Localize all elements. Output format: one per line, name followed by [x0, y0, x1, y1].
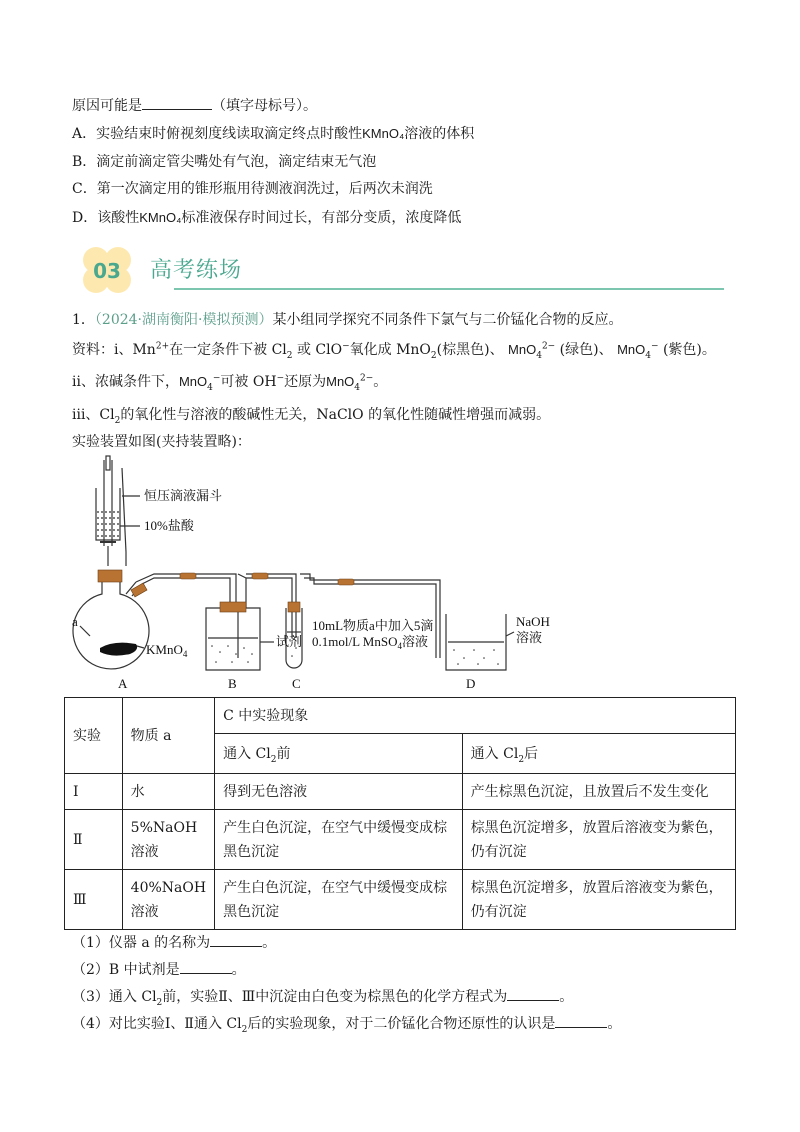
reagent-c-label-1: 10mL物质a中加入5滴 [312, 618, 434, 633]
section-banner [74, 246, 724, 294]
question-number: 1． [72, 312, 95, 328]
info-text: ⅱ、浓碱条件下， [72, 374, 179, 390]
row-substance: 40%NaOH 溶液 [122, 870, 214, 930]
header-experiment: 实验 [65, 698, 123, 774]
question-text: 某小组同学探究不同条件下氯气与二价锰化合物的反应。 [272, 312, 623, 328]
row-before: 得到无色溶液 [215, 774, 463, 810]
option-b [72, 152, 376, 172]
info-text: 可被 OH [220, 374, 277, 390]
header-text: 后 [524, 745, 539, 762]
row-after: 产生棕黑色沉淀，且放置后不发生变化 [462, 774, 735, 810]
row-id: Ⅱ [65, 810, 123, 870]
question-source: （2024·湖南衡阳·模拟预测） [94, 312, 273, 328]
subq-3: （3）通入 $Cl_2$前，实验Ⅱ、Ⅲ中沉淀由白色变为棕黑色的化学方程式为 。 [72, 989, 574, 1008]
option-a [72, 124, 474, 144]
info-line-1: 资料：ⅰ、$Mn^{2+}$在一定条件下被 $Cl_2$ 或 ClO−氧化成 MnO$_2$(棕黑色)、 MnO$_4^{2-}$ (绿色)、 MnO$_4$− (紫色)。 [72, 341, 716, 361]
funnel-label: 恒压滴液漏斗 [144, 488, 223, 503]
section-rule [174, 288, 724, 290]
answer-blank [210, 946, 262, 947]
chem-formula: MnO [178, 374, 208, 389]
header-substance: 物质 a [122, 698, 214, 774]
answer-blank [507, 1000, 559, 1001]
info-text: 氧化成 MnO [349, 342, 431, 358]
row-before: 产生白色沉淀，在空气中缓慢变成棕黑色沉淀 [215, 810, 463, 870]
label-a: A [118, 676, 128, 691]
option-text: 该酸性 [97, 210, 140, 226]
info-text: ⅲ、Cl [72, 407, 115, 423]
acid-label: 10%盐酸 [144, 518, 194, 533]
subq-text: （4）对比实验Ⅰ、Ⅱ通入 Cl [72, 1016, 242, 1032]
option-text: 实验结束时俯视刻度线读取滴定终点时酸性 [96, 126, 363, 142]
chem-formula: MnO [326, 374, 355, 389]
info-line-2: ⅱ、浓碱条件下，MnO$_4$−可被 OH−还原为MnO$_4^{2-}$。 [72, 373, 388, 393]
subq-2 [72, 960, 246, 980]
chem-formula: MnO [508, 342, 537, 357]
option-letter: C． [72, 181, 97, 197]
info-line-4: 实验装置如图(夹持装置略)： [72, 434, 251, 450]
answer-blank [180, 973, 232, 974]
chem-formula: MnO [617, 342, 646, 357]
table-row [65, 774, 736, 810]
header-after: 通入 $Cl_2$后 [462, 734, 735, 774]
row-after: 棕黑色沉淀增多，放置后溶液变为紫色，仍有沉淀 [462, 810, 735, 870]
answer-blank [142, 109, 212, 110]
subq-text: 。 [262, 935, 277, 951]
subq-text: 。 [231, 962, 246, 978]
svg-text:03: 03 [93, 259, 121, 283]
label-d: D [466, 676, 476, 691]
option-text: 第一次滴定用的锥形瓶用待测液润洗过，后两次未润洗 [96, 181, 433, 197]
reagent-c-label-2: 0.1mol/L MnSO$_4$溶液 [312, 634, 428, 651]
reagent-b-label: 试剂 [276, 634, 303, 649]
header-text: 通入 Cl [223, 745, 271, 762]
subq-text: 后的实验现象，对于二价锰化合物还原性的认识是 [247, 1016, 556, 1032]
intro-suffix: （填字母标号）。 [212, 98, 317, 114]
answer-blank [555, 1027, 607, 1028]
flask-label: a [72, 614, 78, 629]
label-c: C [292, 676, 301, 691]
stopper-c [288, 602, 300, 612]
option-letter: A． [72, 126, 97, 142]
stopper-b [220, 602, 246, 612]
kmno4-solid [100, 643, 137, 656]
option-text: 标准液保存时间过长，有部分变质，浓度降低 [181, 210, 462, 226]
info-text: (棕黑色)、 [436, 342, 504, 358]
info-line-3: ⅲ、$Cl_2$的氧化性与溶液的酸碱性无关，NaClO 的氧化性随碱性增强而减弱。 [72, 407, 551, 426]
table-row [65, 810, 736, 870]
option-text: 滴定前滴定管尖嘴处有气泡，滴定结束无气泡 [96, 154, 377, 170]
option-letter: B． [72, 154, 97, 170]
subq-text: （1）仪器 a 的名称为 [72, 935, 211, 951]
info-text: 资料：ⅰ、Mn [72, 342, 156, 358]
info-text: 。 [373, 374, 388, 390]
subq-text: 。 [559, 989, 574, 1005]
header-before: 通入 $Cl_2$前 [215, 734, 463, 774]
row-id: Ⅰ [65, 774, 123, 810]
row-substance: 5%NaOH 溶液 [122, 810, 214, 870]
chem-formula: KMnO₄ [362, 126, 405, 141]
subq-text: 前，实验Ⅱ、Ⅲ中沉淀由白色变为棕黑色的化学方程式为 [162, 989, 508, 1005]
intro-line [72, 96, 317, 116]
section-badge [74, 246, 144, 294]
label-b: B [228, 676, 237, 691]
row-after: 棕黑色沉淀增多，放置后溶液变为紫色，仍有沉淀 [462, 870, 735, 930]
subq-1 [72, 933, 276, 953]
info-text: 还原为 [284, 374, 327, 390]
subq-4: （4）对比实验Ⅰ、Ⅱ通入 $Cl_2$后的实验现象，对于二价锰化合物还原性的认识是 。 [72, 1016, 622, 1035]
option-c [72, 179, 433, 199]
info-text: 的氧化性与溶液的酸碱性无关，NaClO 的氧化性随碱性增强而减弱。 [120, 407, 551, 423]
option-text: 溶液的体积 [404, 126, 475, 142]
info-text: 或 ClO [296, 342, 343, 358]
info-text: (紫色)。 [662, 342, 716, 358]
option-d [72, 208, 461, 228]
subq-text: 。 [607, 1016, 622, 1032]
question-stem [72, 310, 622, 330]
row-substance: 水 [122, 774, 214, 810]
apparatus-diagram [60, 448, 580, 698]
chem-formula: KMnO₄ [139, 210, 182, 225]
reagent-a-label: KMnO$_4$ [146, 642, 188, 659]
row-id: Ⅲ [65, 870, 123, 930]
intro-prefix: 原因可能是 [72, 98, 142, 114]
subq-text: （3）通入 Cl [72, 989, 157, 1005]
header-text: 前 [276, 745, 291, 762]
stopper-a [98, 570, 122, 582]
experiment-table [64, 697, 736, 930]
reagent-d-label-2: 溶液 [516, 630, 543, 645]
table-row [65, 870, 736, 930]
option-letter: D． [72, 210, 98, 226]
reagent-d-label-1: NaOH [516, 614, 550, 629]
subq-text: （2）B 中试剂是 [72, 962, 180, 978]
info-text: 在一定条件下被 Cl [169, 342, 287, 358]
header-text: 通入 Cl [470, 745, 519, 762]
row-before: 产生白色沉淀，在空气中缓慢变成棕黑色沉淀 [215, 870, 463, 930]
info-text: (绿色)、 [559, 342, 613, 358]
section-title: 高考练场 [150, 258, 243, 283]
header-phenomena: C 中实验现象 [215, 698, 736, 734]
